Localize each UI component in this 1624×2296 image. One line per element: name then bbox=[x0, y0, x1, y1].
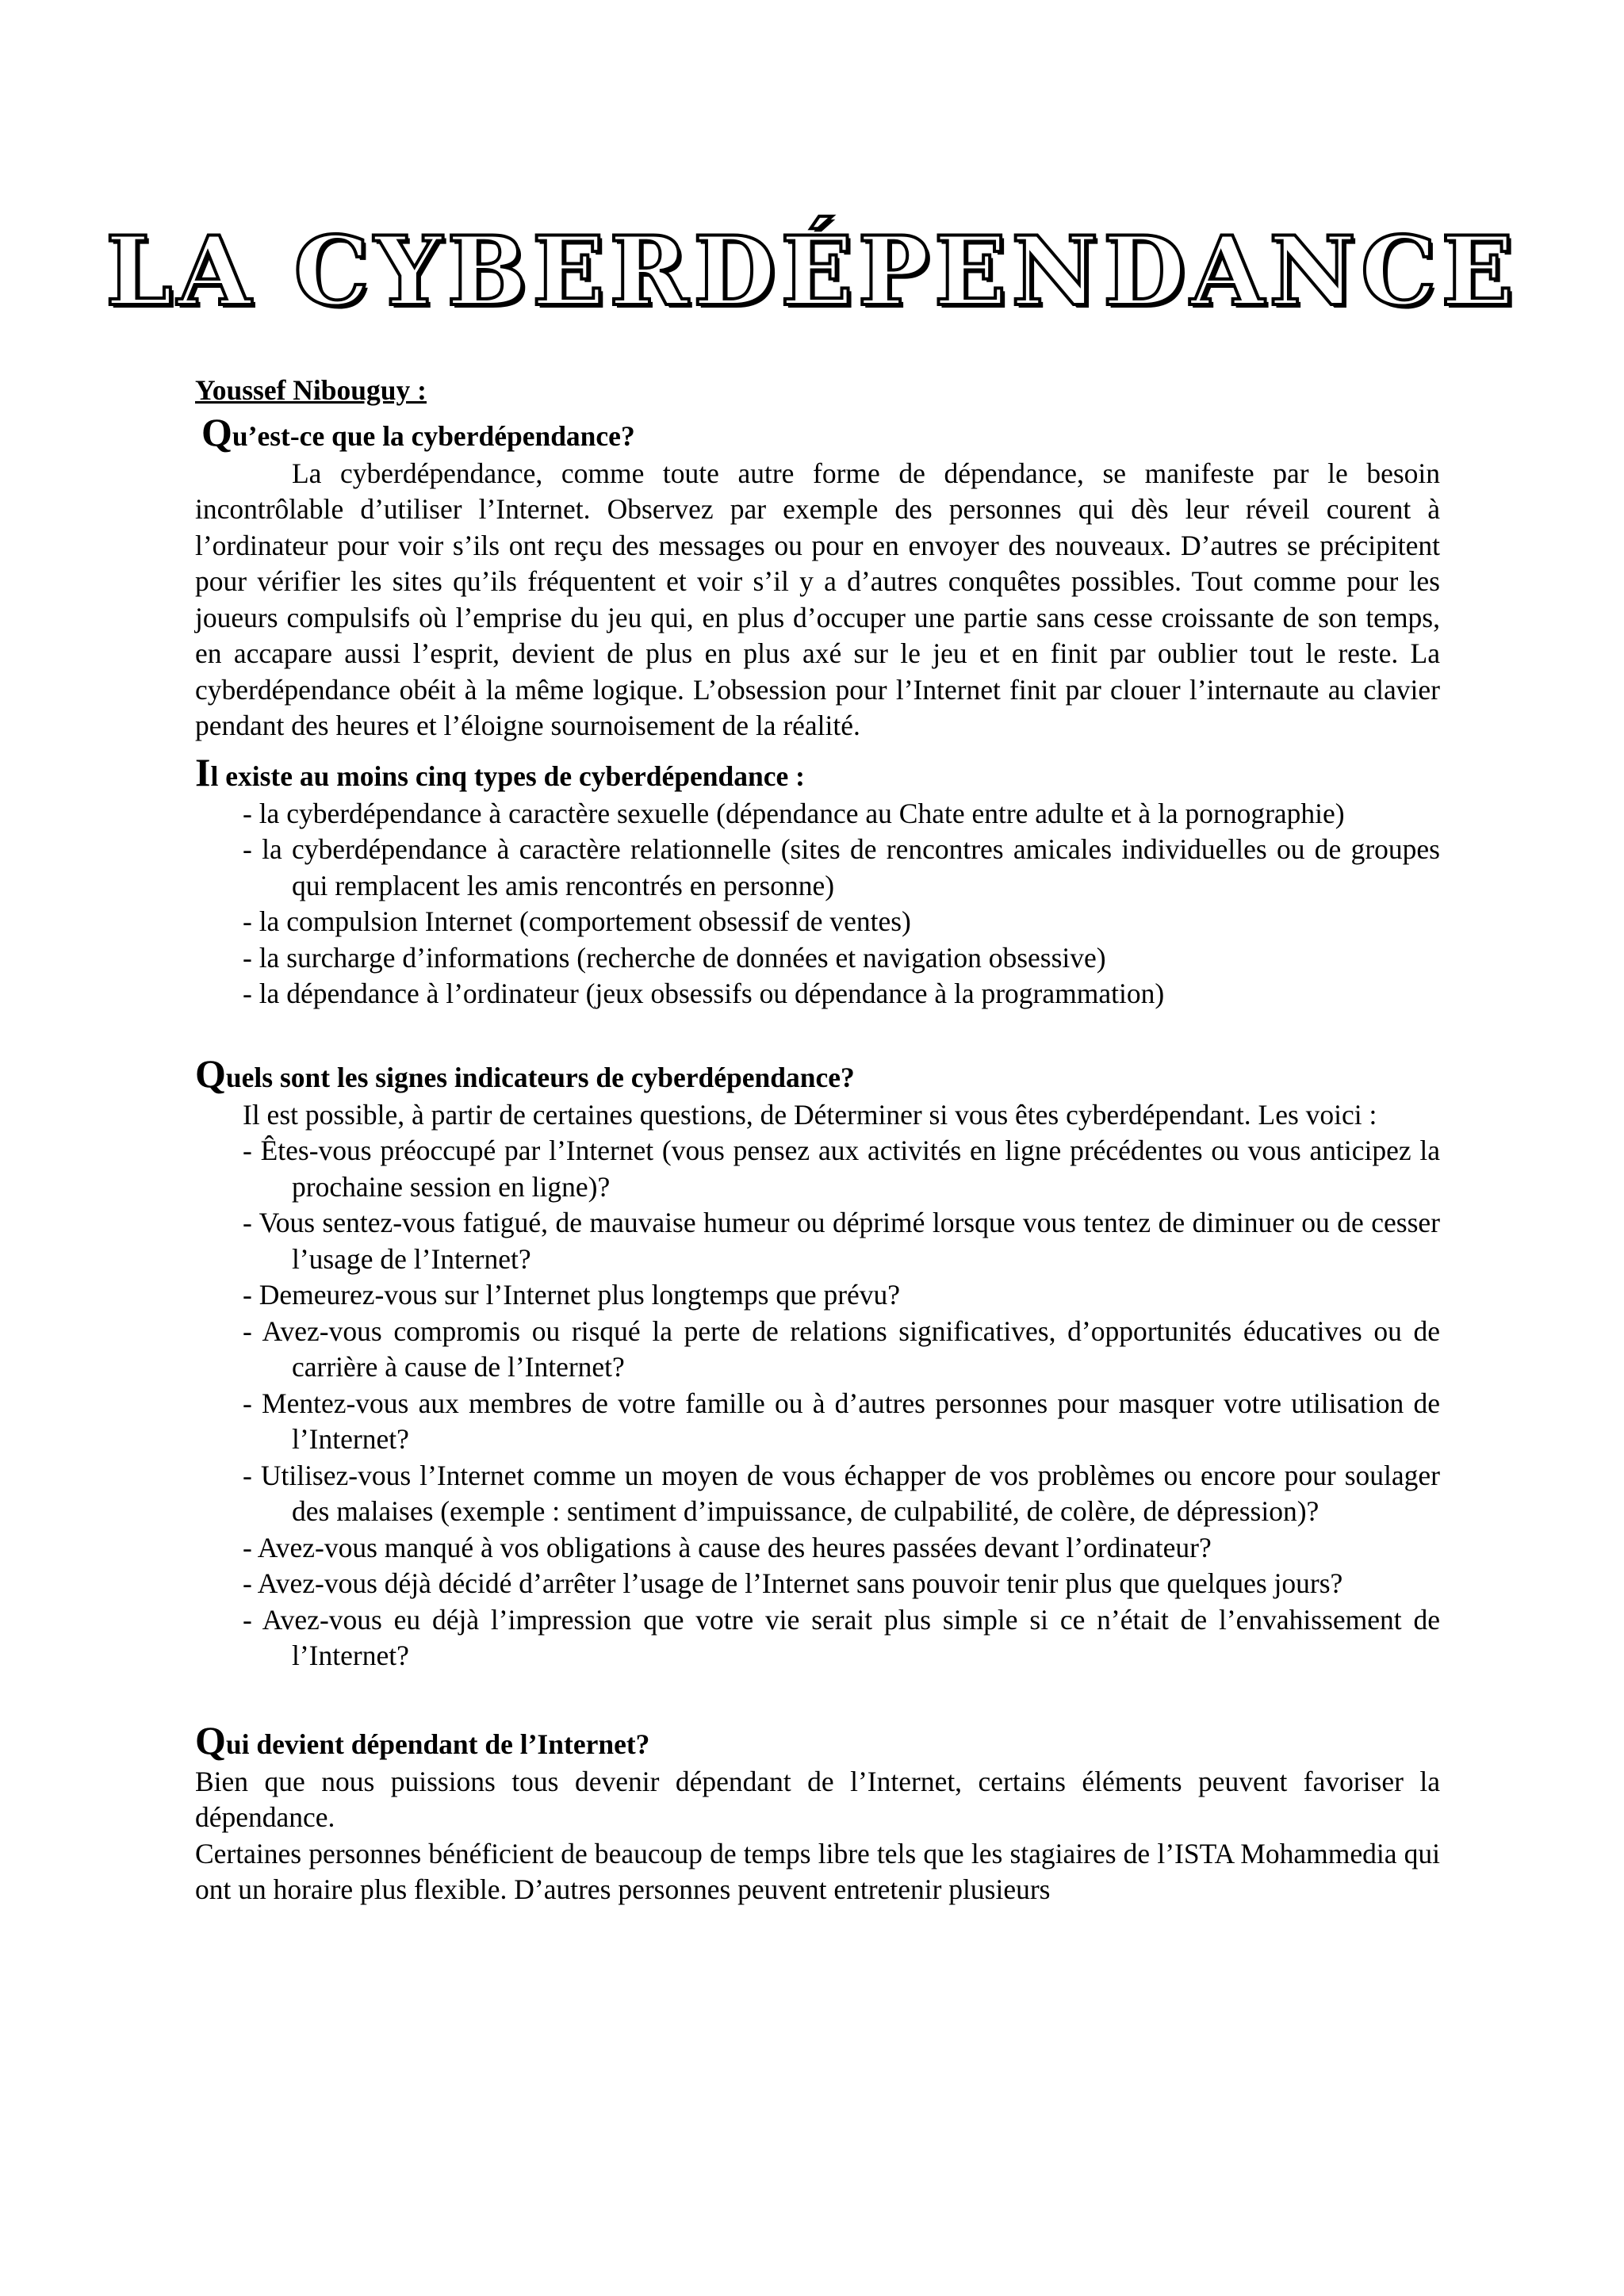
section-heading-signs bbox=[195, 1050, 1440, 1097]
heading-initial: Q bbox=[195, 1050, 226, 1096]
list-item: - Utilisez-vous l’Internet comme un moyen de vous échapper de vos problèmes ou encore pour soulager des malaises (exemple : sentiment d’impuissance, de culpabilité, de colère, de dépression)? bbox=[243, 1459, 1440, 1527]
heading-initial: Q bbox=[201, 409, 232, 454]
list-item: - la compulsion Internet (comportement obsessif de ventes) bbox=[243, 905, 911, 937]
section-intro: Il est possible, à partir de certaines questions, de Déterminer si vous êtes cyberdépendant. Les voici : bbox=[243, 1098, 1377, 1131]
list-item: - Êtes-vous préoccupé par l’Internet (vous pensez aux activités en ligne précédentes ou vous anticipez la prochaine session en ligne)? bbox=[243, 1135, 1440, 1203]
list-item: - Avez-vous déjà décidé d’arrêter l’usage de l’Internet sans pouvoir tenir plus que quelques jours? bbox=[243, 1567, 1343, 1599]
section-paragraph: Bien que nous puissions tous devenir dépendant de l’Internet, certains éléments peuvent favoriser la dépendance. bbox=[195, 1765, 1440, 1833]
heading-text: l existe au moins cinq types de cyberdépendance : bbox=[210, 760, 805, 792]
heading-initial: Q bbox=[195, 1717, 226, 1762]
heading-initial: I bbox=[195, 749, 211, 794]
document-title: LA CYBERDÉPENDANCE bbox=[105, 216, 1519, 327]
list-item: - Avez-vous manqué à vos obligations à cause des heures passées devant l’ordinateur? bbox=[243, 1531, 1212, 1563]
heading-text: uels sont les signes indicateurs de cyberdépendance? bbox=[225, 1061, 855, 1093]
list-item: - Vous sentez-vous fatigué, de mauvaise humeur ou déprimé lorsque vous tentez de diminuer ou de cesser l’usage de l’Internet? bbox=[243, 1207, 1440, 1275]
list-item: - la cyberdépendance à caractère relationnelle (sites de rencontres amicales individuelles ou de groupes qui remplacent les amis rencontrés en personne) bbox=[243, 833, 1440, 901]
heading-text: ui devient dépendant de l’Internet? bbox=[225, 1728, 650, 1760]
list-item: - Demeurez-vous sur l’Internet plus longtemps que prévu? bbox=[243, 1279, 901, 1311]
section-paragraph: Certaines personnes bénéficient de beaucoup de temps libre tels que les stagiaires de l’ISTA Mohammedia qui ont un horaire plus flexible. D’autres personnes peuvent entretenir plusieurs bbox=[195, 1837, 1440, 1905]
list-item: - Avez-vous compromis ou risqué la perte de relations significatives, d’opportunités éducatives ou de carrière à cause de l’Internet? bbox=[243, 1314, 1440, 1383]
section-heading-who bbox=[195, 1717, 1440, 1764]
list-item: - la dépendance à l’ordinateur (jeux obsessifs ou dépendance à la programmation) bbox=[243, 978, 1165, 1009]
signs-list bbox=[195, 1133, 1440, 1674]
types-list bbox=[195, 796, 1440, 1012]
list-item: - Mentez-vous aux membres de votre famille ou à d’autres personnes pour masquer votre utilisation de l’Internet? bbox=[243, 1387, 1440, 1455]
author-line: Youssef Nibouguy : bbox=[195, 374, 427, 406]
document-body bbox=[195, 373, 1440, 1908]
section-heading-types bbox=[195, 749, 1440, 796]
list-item: - Avez-vous eu déjà l’impression que votre vie serait plus simple si ce n’était de l’envahissement de l’Internet? bbox=[243, 1603, 1440, 1671]
list-item: - la surcharge d’informations (recherche de données et navigation obsessive) bbox=[243, 941, 1106, 974]
list-item: - la cyberdépendance à caractère sexuelle (dépendance au Chate entre adulte et à la pornographie) bbox=[243, 797, 1345, 829]
section-paragraph: La cyberdépendance, comme toute autre forme de dépendance, se manifeste par le besoin incontrôlable d’utiliser l’Internet. Observez par exemple des personnes qui dès leur réveil courent à l’ordinateur pour voir s’ils ont reçu des messages ou pour en envoyer des nouveaux. D’autres se précipitent pour vérifier les sites qu’ils fréquentent et voir s’il y a d’autres conquêtes possibles. Tout comme pour les joueurs compulsifs où l’emprise du jeu qui, en plus d’occuper une partie sans cesse croissante de son temps, en accapare aussi l’esprit, devient de plus en plus axé sur le jeu et en finit par oublier tout le reste. La cyberdépendance obéit à la même logique. L’obsession pour l’Internet finit par clouer l’internaute au clavier pendant des heures et l’éloigne sournoisement de la réalité. bbox=[195, 457, 1440, 741]
section-heading-what-is bbox=[195, 409, 1440, 456]
heading-text: u’est-ce que la cyberdépendance? bbox=[232, 419, 635, 452]
